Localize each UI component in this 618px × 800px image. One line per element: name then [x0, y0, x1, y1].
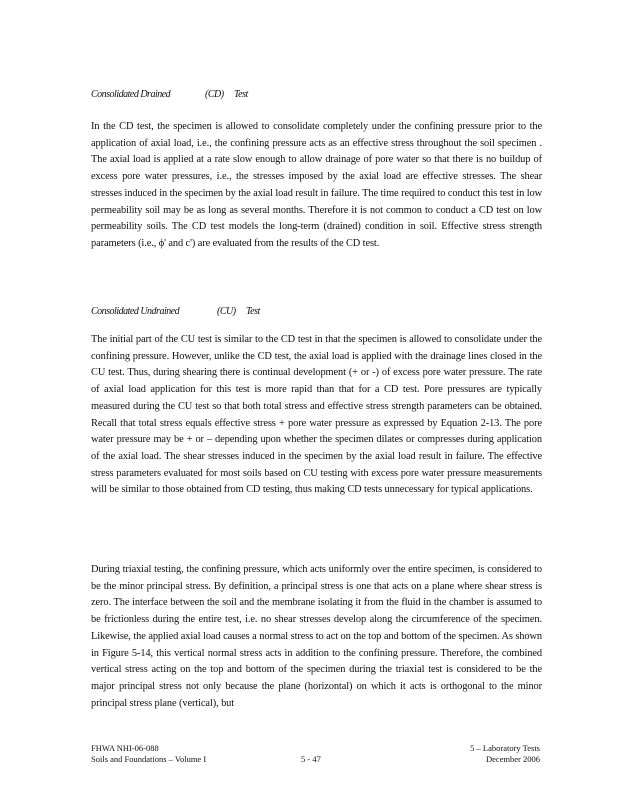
paragraph-cu-test: The initial part of the CU test is similar to the CD test in that the specimen is allowed to consolidate under the confining pressure. However, unlike the CD test, the axial load is applied with the drainage lines closed in the CU test. Thus, during shearing there is continual development (+ or -) of excess pore water pressure. The rate of axial load application for this test is more rapid than that for a CD test. Pore pressures are typically measured during the CU test so that both total stress and effective stress strength parameters can be obtained. Recall that total stress equals effective stress + pore water pressure as expressed by Equation 2-13. The pore water pressure may be + or – depending upon whether the specimen dilates or compresses during application of the axial load. The shear stresses induced in the specimen by the axial load result in failure. The effective stress parameters evaluated for most soils based on CU testing with excess pore water pressure measurements will be similar to those obtained from CD testing, thus making CD tests unnecessary for typical applications. — [91, 334, 542, 496]
paragraph-cd-test: In the CD test, the specimen is allowed to consolidate completely under the confining pressure prior to the application of axial load, i.e., the confining pressure acts as an effective stress throughout the soil specimen . The axial load is applied at a rate slow enough to allow drainage of pore water so that there is no buildup of excess pore water pressures, i.e., the stresses imposed by the axial load are effective stresses. The shear stresses induced in the specimen by the axial load result in failure. The time required to conduct this test in low permeability soil may be as long as several months. Therefore it is not common to conduct a CD test on low permeability soils. The CD test models the long-term (drained) condition in soil. Effective stress strength parameters (i.e., ϕ' and c') are evaluated from the results of the CD test. — [91, 121, 542, 249]
section-heading-cu — [91, 306, 260, 317]
heading-title: Consolidated Drained — [91, 89, 171, 100]
heading-word: Test — [246, 306, 260, 317]
heading-abbr: (CD) — [205, 89, 224, 100]
footer-manual-title: Soils and Foundations – Volume I — [91, 754, 207, 764]
heading-abbr: (CU) — [217, 306, 236, 317]
footer-chapter: 5 – Laboratory Tests — [470, 743, 540, 753]
section-heading-cd — [91, 89, 248, 100]
footer-date: December 2006 — [485, 754, 540, 764]
heading-word: Test — [234, 89, 248, 100]
heading-title: Consolidated Undrained — [91, 306, 180, 317]
footer-report-number: FHWA NHI-06-088 — [91, 743, 159, 753]
footer-right — [455, 743, 540, 765]
paragraph-triaxial-stresses: During triaxial testing, the confining pressure, which acts uniformly over the entire specimen, is considered to be the minor principal stress. By definition, a principal stress is one that acts on a plane where shear stress is zero. The interface between the soil and the membrane isolating it from the fluid in the chamber is assumed to be frictionless during the entire test, i.e. no shear stresses develop along the circumference of the specimen. Likewise, the applied axial load causes a normal stress to act on the top and bottom of the specimen. As shown in Figure 5-14, this vertical normal stress acts in addition to the confining pressure. Therefore, the combined vertical stress acting on the top and bottom of the specimen during the triaxial test is considered to be the major principal stress not only because the plane (horizontal) on which it acts is orthogonal to the minor principal stress plane (vertical), but — [91, 564, 542, 709]
footer-left — [91, 743, 206, 765]
page-number: 5 - 47 — [301, 754, 321, 764]
